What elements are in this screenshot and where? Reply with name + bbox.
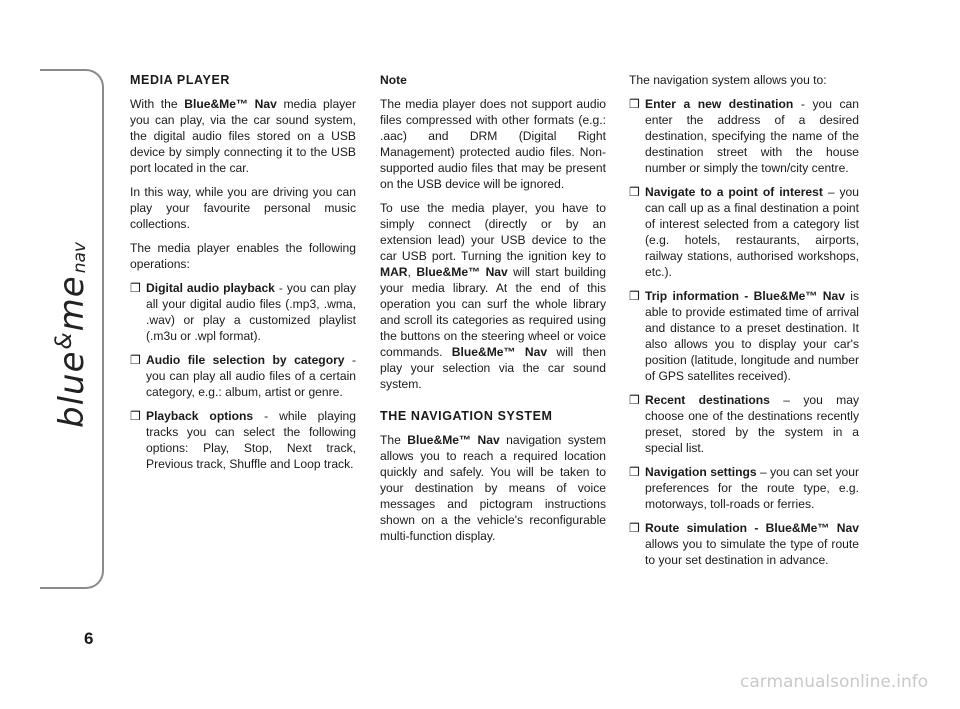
- checkbox-bullet-icon: ❒: [130, 281, 141, 295]
- blue-and-me-nav-logo: blue & me nav: [52, 242, 92, 428]
- paragraph: To use the media player, you have to simply connect (directly or by an extension lead) your USB device to the car USB port. Turning the ignition key to MAR, Blue&Me™ Nav will start building your media library. At the end of this operation you can surf the whole library and scroll its categories as required using the buttons on the steering wheel or voice commands. Blue&Me™ Nav will then play your selection via the car sound system.: [380, 201, 606, 391]
- paragraph: The media player does not support audio files compressed with other formats (e.g.: .aac) and DRM (Digital Right Management) protected audio files. Non-supported audio files that may be present on the USB device will be ignored.: [380, 97, 606, 191]
- list-item: ❒ Enter a new destination - you can enter the address of a desired destination, specifying the name of the destination street with the house number or simply the town/city centre.: [629, 97, 859, 175]
- note-heading: Note: [380, 73, 407, 87]
- column-navigation-features: [629, 72, 859, 576]
- list-item: ❒ Playback options - while playing tracks you can select the following options: Play, Stop, Next track, Previous track, Shuffle and Loop track.: [130, 409, 356, 471]
- section-heading-media-player: MEDIA PLAYER: [130, 73, 231, 87]
- checkbox-bullet-icon: ❒: [629, 521, 640, 535]
- checkbox-bullet-icon: ❒: [629, 185, 640, 199]
- list-item: ❒ Route simulation - Blue&Me™ Nav allows you to simulate the type of route to your set destination in advance.: [629, 521, 859, 567]
- list-item: ❒ Navigate to a point of interest – you can call up as a final destination a point of interest selected from a category list (e.g. hotels, restaurants, airports, railway stations, authorised workshops, etc.).: [629, 185, 859, 279]
- column-note-navigation: [380, 72, 606, 552]
- list-item: ❒ Digital audio playback - you can play all your digital audio files (.mp3, .wma, .wav) or play a customized playlist (.m3u or .wpl format).: [130, 281, 356, 343]
- checkbox-bullet-icon: ❒: [629, 289, 640, 303]
- paragraph: The navigation system allows you to:: [629, 73, 827, 87]
- paragraph: The media player enables the following operations:: [130, 241, 356, 271]
- list-item: ❒ Trip information - Blue&Me™ Nav is able to provide estimated time of arrival and distance to a preset destination. It also allows you to display your car's position (latitude, longitude and number of GPS satellites received).: [629, 289, 860, 383]
- paragraph: With the Blue&Me™ Nav media player you can play, via the car sound system, the digital audio files stored on a USB device by simply connecting it to the USB port located in the car.: [130, 97, 356, 175]
- list-item: ❒ Audio file selection by category - you can play all audio files of a certain category, e.g.: album, artist or genre.: [130, 353, 356, 399]
- checkbox-bullet-icon: ❒: [629, 97, 640, 111]
- page-number: 6: [84, 629, 94, 648]
- section-heading-navigation: THE NAVIGATION SYSTEM: [380, 409, 553, 423]
- checkbox-bullet-icon: ❒: [629, 393, 640, 407]
- checkbox-bullet-icon: ❒: [629, 465, 640, 479]
- paragraph: In this way, while you are driving you can play your favourite personal music collections.: [130, 185, 356, 231]
- paragraph: The Blue&Me™ Nav navigation system allows you to reach a required location quickly and safely. You will be taken to your destination by means of voice messages and pictogram instructions shown on a the vehicle's reconfigurable multi-function display.: [380, 433, 606, 543]
- checkbox-bullet-icon: ❒: [130, 409, 141, 423]
- checkbox-bullet-icon: ❒: [130, 353, 141, 367]
- watermark-text: carmanualsonline.info: [740, 672, 929, 692]
- list-item: ❒ Navigation settings – you can set your preferences for the route type, e.g. motorways, toll-roads or ferries.: [629, 465, 859, 511]
- column-media-player: [130, 72, 356, 480]
- list-item: ❒ Recent destinations – you may choose one of the destinations recently preset, stored by the system in a special list.: [629, 393, 859, 455]
